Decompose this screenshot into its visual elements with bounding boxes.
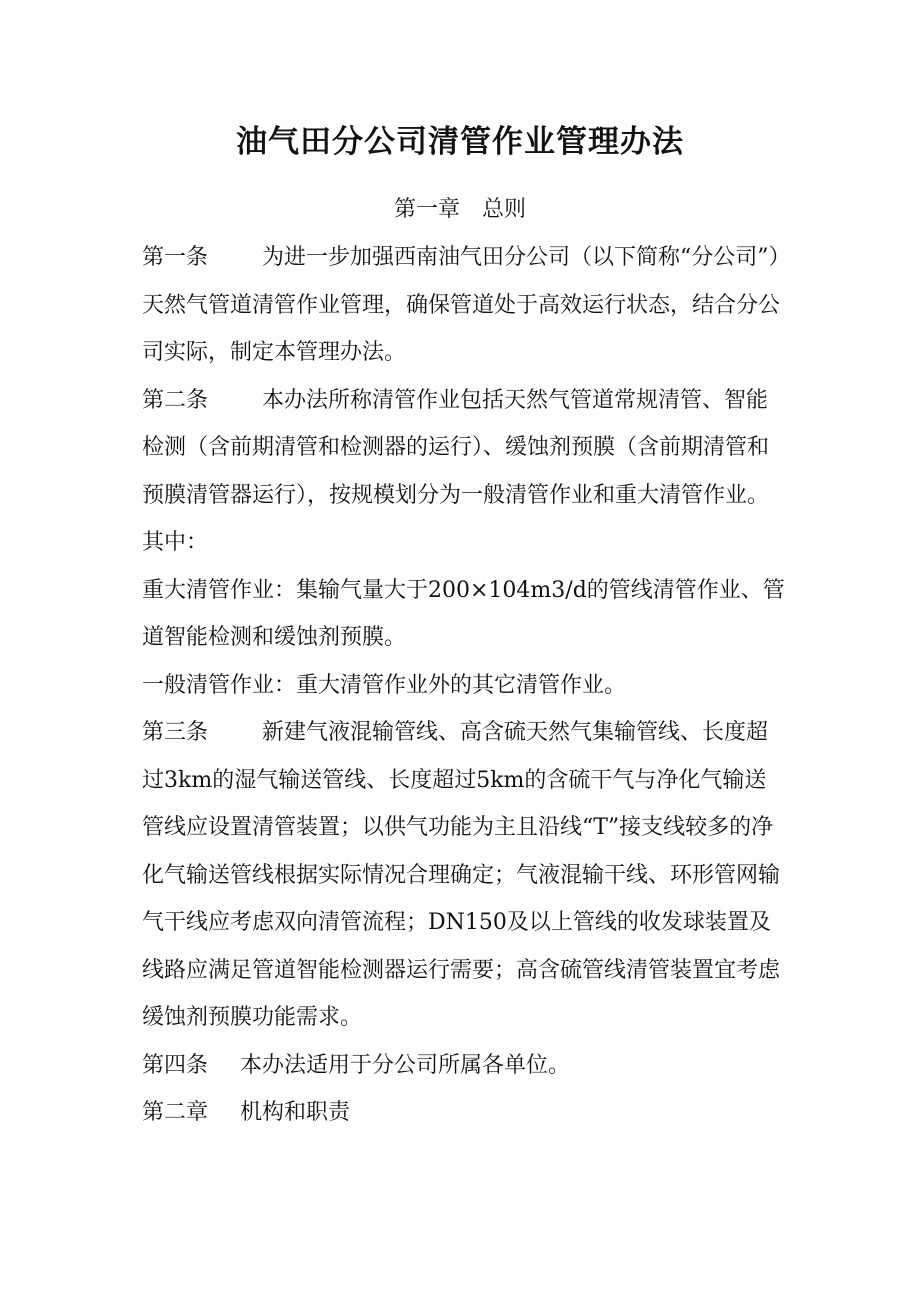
general-cleaning-definition: 一般清管作业：重大清管作业外的其它清管作业。 bbox=[142, 672, 627, 698]
article-4-label: 第四条 bbox=[142, 1052, 209, 1078]
document-body bbox=[142, 234, 787, 1137]
article-3 bbox=[142, 709, 787, 1042]
article-3-label: 第三条 bbox=[142, 720, 209, 745]
article-4-text: 本办法适用于分公司所属各单位。 bbox=[240, 1052, 571, 1078]
article-2-text: 本办法所称清管作业包括天然气管道常规清管、智能检测（含前期清管和检测器的运行）、缓蚀剂预膜（含前期清管和预膜清管器运行），按规模划分为一般清管作业和重大清管作业。其中： bbox=[142, 387, 770, 555]
article-1 bbox=[142, 234, 787, 377]
article-2 bbox=[142, 377, 787, 567]
article-4 bbox=[142, 1042, 787, 1090]
chapter-2-label: 第二章 bbox=[142, 1100, 209, 1125]
article-3-text: 新建气液混输管线、高含硫天然气集输管线、长度超过3km的湿气输送管线、长度超过5km的含硫干气与净化气输送管线应设置清管装置；以供气功能为主且沿线“T”接支线较多的净化气输送管线根据实际情况合理确定；气液混输干线、环形管网输气干线应考虑双向清管流程；DN150及以上管线的收发球装置及线路应满足管道智能检测器运行需要；高含硫管线清管装置宜考虑缓蚀剂预膜功能需求。 bbox=[142, 720, 781, 1030]
article-1-label: 第一条 bbox=[142, 245, 209, 270]
chapter-2-heading bbox=[142, 1089, 787, 1137]
article-2-label: 第二条 bbox=[142, 387, 209, 413]
chapter-2-text: 机构和职责 bbox=[240, 1100, 351, 1125]
document-title: 油气田分公司清管作业管理办法 bbox=[236, 124, 684, 160]
major-cleaning-definition: 重大清管作业：集输气量大于200×104m3/d的管线清管作业、管道智能检测和缓蚀剂预膜。 bbox=[142, 577, 785, 650]
chapter-1-heading: 第一章 总则 bbox=[393, 197, 526, 222]
article-1-text: 为进一步加强西南油气田分公司（以下简称“分公司”）天然气管道清管作业管理，确保管道处于高效运行状态，结合分公司实际，制定本管理办法。 bbox=[142, 245, 781, 365]
